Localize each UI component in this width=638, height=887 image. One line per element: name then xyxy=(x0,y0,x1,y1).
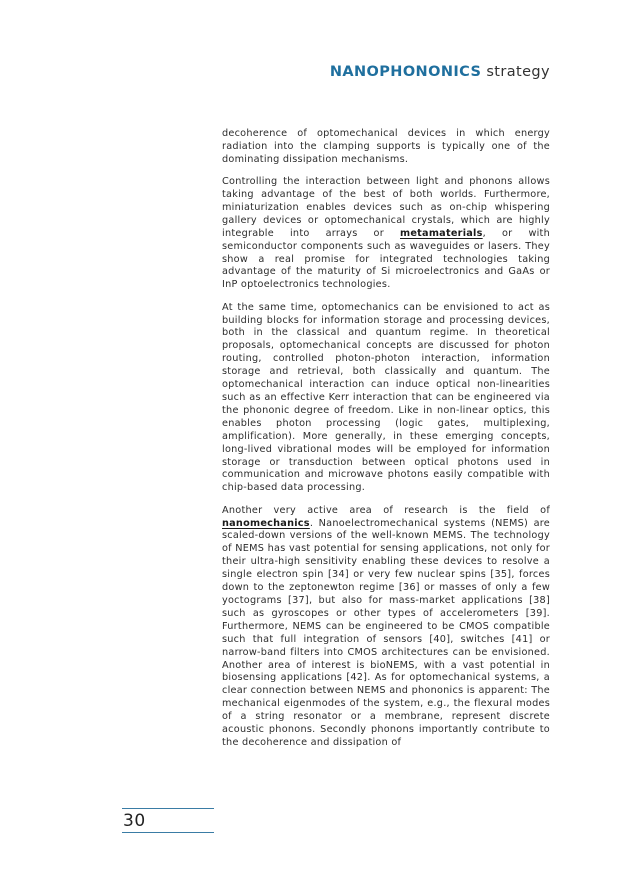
text-run: At the same time, optomechanics can be envisioned to act as building blocks for information storage and processing devices, both in the classical and quantum regime. In theoretical proposals, optomechanical concepts are discussed for photon routing, controlled photon-photon interaction, information storage and retrieval, both classically and quantum. The optomechanical interaction can induce optical non-linearities such as an effective Kerr interaction that can be engineered via the phononic degree of freedom. Like in non-linear optics, this enables photon processing (logic gates, multiplexing, amplification). More generally, in these emerging concepts, long-lived vibrational modes will be employed for information storage or transduction between optical photons used in communication and microwave photons easily compatible with chip-based data processing. xyxy=(222,301,550,494)
header-highlight: NANOPHONONICS xyxy=(329,64,482,80)
bold-term: metamaterials xyxy=(400,227,483,239)
page-number: 30 xyxy=(123,811,146,831)
body-text xyxy=(222,128,550,759)
text-run: Controlling the interaction between light and phonons allows taking advantage of the best of both worlds. Furthermore, miniaturization enables devices such as on-chip whispering gallery devices or optomechanical crystals, which are highly integrable into arrays or xyxy=(222,176,550,239)
running-header xyxy=(330,64,550,80)
paragraph xyxy=(222,176,550,292)
paragraph xyxy=(222,302,550,496)
text-run: , or with semiconductor components such as waveguides or lasers. They show a real promise for integrated technologies taking advantage of the maturity of Si microelectronics and GaAs or InP optoelectronics technologies. xyxy=(222,227,550,291)
text-run: Another very active area of research is the field of xyxy=(222,504,550,516)
paragraph xyxy=(222,128,550,167)
text-run: decoherence of optomechanical devices in which energy radiation into the clamping supports is typically one of the dominating dissipation mechanisms. xyxy=(222,128,550,165)
page-number-rule-bottom xyxy=(122,832,214,833)
header-text: strategy xyxy=(486,64,550,80)
bold-term: nanomechanics xyxy=(222,517,310,529)
text-run: . Nanoelectromechanical systems (NEMS) are scaled-down versions of the well-known MEMS. The technology of NEMS has vast potential for sensing applications, not only for their ultra-high sensitivity enabling these devices to resolve a single electron spin [34] or very few nuclear spins [35], forces down to the zeptonewton regime [36] or masses of only a few yoctograms [37], but also for mass-market applications [38] such as gyroscopes or other types of accelerometers [39]. Furthermore, NEMS can be engineered to be CMOS compatible such that full integration of sensors [40], switches [41] or narrow-band filters into CMOS architectures can be envisioned. Another area of interest is bioNEMS, with a vast potential in biosensing applications [42]. As for optomechanical systems, a clear connection between NEMS and phononics is apparent: The mechanical eigenmodes of the system, e.g., the flexural modes of a string resonator or a membrane, represent discrete acoustic phonons. Secondly phonons importantly contribute to the decoherence and dissipation of xyxy=(222,517,550,748)
page-number-rule-top xyxy=(122,808,214,809)
paragraph xyxy=(222,505,550,750)
